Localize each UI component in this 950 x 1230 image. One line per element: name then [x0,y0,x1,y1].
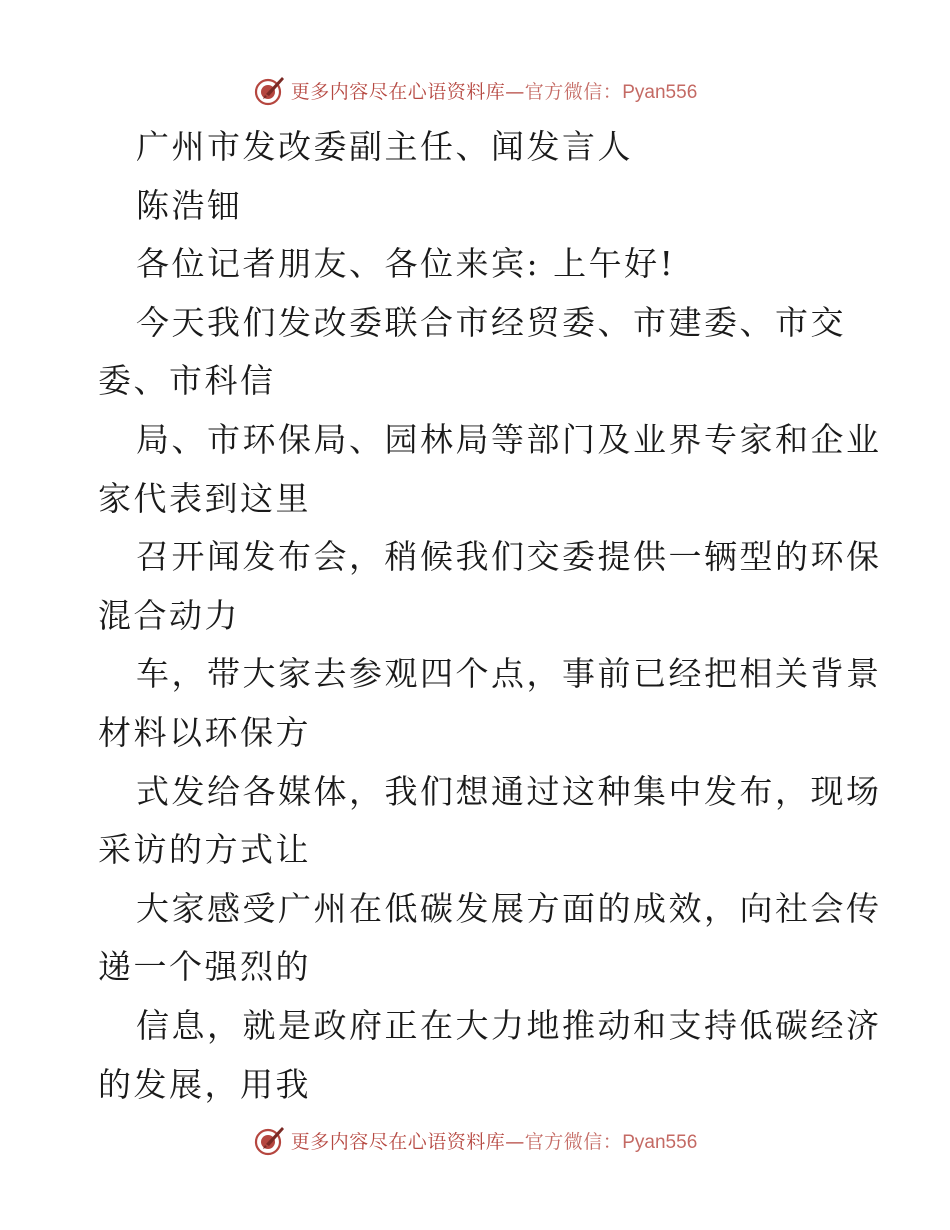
banner-text: 更多内容尽在心语资料库—官方微信：Pyan556 [290,1130,698,1153]
wechat-id: Pyan556 [622,81,698,103]
document-line: 材料以环保方 [98,712,311,752]
document-body [98,118,882,1114]
document-line: 混合动力 [98,595,240,635]
document-line: 召开闻发布会，稍候我们交委提供一辆型的环保 [136,537,882,577]
document-line: 各位记者朋友、各位来宾: 上午好! [136,244,676,284]
banner-text: 更多内容尽在心语资料库—官方微信：Pyan556 [290,80,698,103]
header-banner [0,70,950,110]
document-line: 广州市发改委副主任、闻发言人 [136,127,633,166]
document-line: 家代表到这里 [98,478,311,518]
wechat-id: Pyan556 [622,1131,698,1153]
document-line: 局、市环保局、园林局等部门及业界专家和企业 [136,419,882,459]
document-line: 递一个强烈的 [98,947,311,987]
document-line: 式发给各媒体，我们想通过这种集中发布，现场 [136,771,882,811]
document-line: 委、市科信 [98,361,276,401]
document-line: 的发展，用我 [98,1064,311,1104]
document-line: 今天我们发改委联合市经贸委、市建委、市交 [136,302,846,342]
quill-logo-icon [253,1123,287,1157]
document-line: 大家感受广州在低碳发展方面的成效，向社会传 [136,888,882,928]
quill-logo-icon [253,73,287,107]
document-line: 信息，就是政府正在大力地推动和支持低碳经济 [136,1005,882,1045]
document-line: 陈浩钿 [136,185,243,225]
document-line: 采访的方式让 [98,830,311,870]
footer-banner [0,1120,950,1160]
document-line: 车，带大家去参观四个点，事前已经把相关背景 [136,654,882,694]
